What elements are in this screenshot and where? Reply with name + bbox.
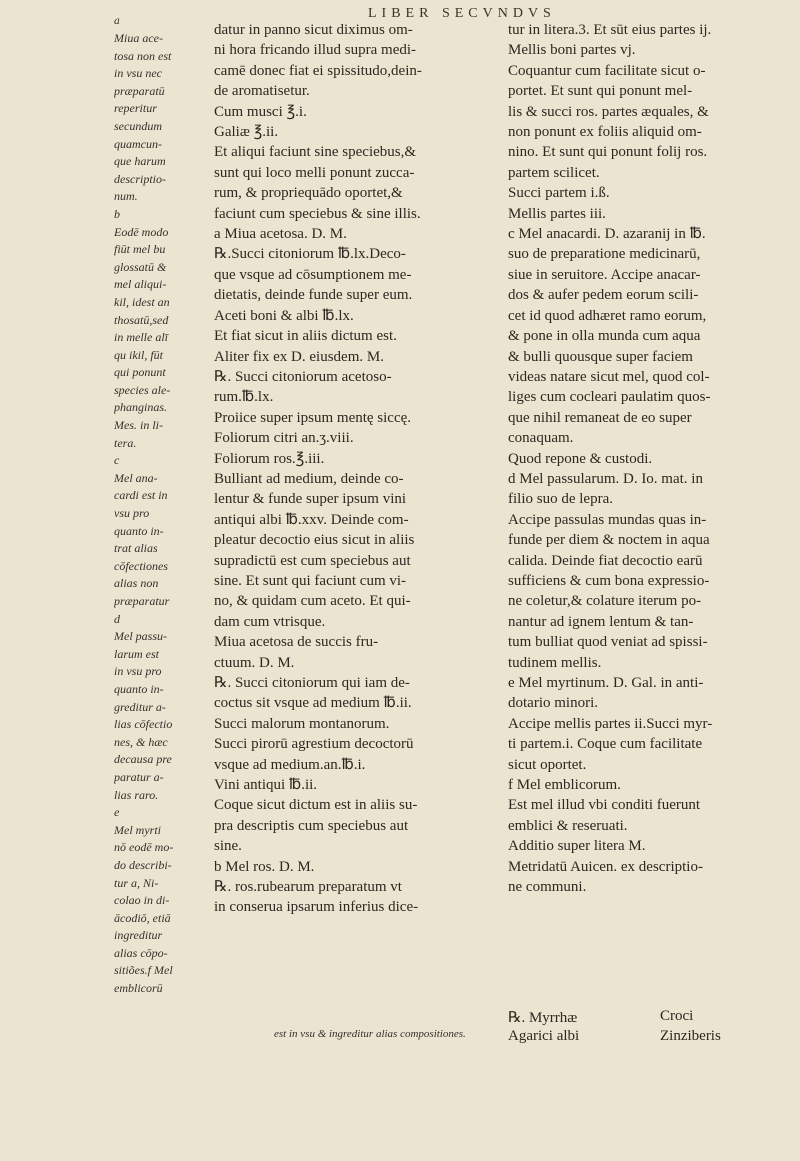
text-line: siue in seruitore. Accipe anacar-	[508, 266, 701, 283]
text-line: liges cum cocleari paulatim quos-	[508, 389, 711, 406]
margin-note-line: thosatū,sed	[114, 312, 169, 327]
text-line: ni hora fricando illud supra medi-	[214, 42, 417, 59]
margin-note-line: do describi-	[114, 857, 172, 872]
text-line: non ponunt ex foliis aliquid om-	[508, 124, 702, 141]
text-line: tur in litera.3. Et sūt eius partes ij.	[508, 22, 712, 38]
text-line: vsque ad medium.an.℔.i.	[214, 756, 366, 773]
text-line: funde per diem & noctem in aqua	[508, 532, 710, 549]
text-line: rum.℔.lx.	[214, 389, 274, 406]
text-line: Succi malorum montanorum.	[214, 715, 390, 732]
text-line: sufficiens & cum bona expressio-	[508, 572, 710, 589]
text-line: c Mel anacardi. D. azaranij in ℔.	[508, 226, 706, 243]
margin-note-line: præparatur	[114, 594, 170, 608]
text-line: tudinem mellis.	[508, 654, 602, 671]
text-line: & bulli quousque super faciem	[508, 348, 693, 365]
text-line: emblici & reseruati.	[508, 817, 628, 834]
text-line: Cum musci ℥.i.	[214, 103, 307, 120]
margin-note-line: secundum	[114, 118, 162, 133]
ingredient-left: ℞. Myrrhæ	[508, 1010, 578, 1026]
text-line: pra descriptis cum speciebus aut	[214, 817, 409, 834]
margin-note-line: ingreditur	[114, 928, 163, 943]
text-line: ℞. Succi citoniorum acetoso-	[214, 368, 392, 385]
margin-note-line: trat alias	[114, 541, 158, 556]
text-line: dos & aufer pedem eorum scili-	[508, 287, 699, 304]
margin-note-line: d	[114, 611, 120, 626]
text-line: Aliter fix ex D. eiusdem. M.	[214, 348, 384, 365]
margin-note-line: præparatū	[114, 83, 165, 98]
text-line: Foliorum ros.℥.iii.	[214, 450, 325, 467]
text-line: que vsque ad cōsumptionem me-	[214, 266, 412, 283]
text-line: Est mel illud vbi conditi fuerunt	[508, 797, 701, 814]
margin-note-line: Mel myrti	[114, 822, 161, 837]
margin-note-line: phanginas.	[114, 400, 168, 415]
text-line: Foliorum citri an.ʒ.viii.	[214, 430, 354, 447]
text-line: supradictū est cum speciebus aut	[214, 552, 411, 569]
margin-note-line: kil, idest an	[114, 294, 170, 309]
margin-note-line: cōfectiones	[114, 558, 168, 573]
margin-note-line: glossatū &	[114, 259, 167, 274]
text-line: camē donec fiat ei spissitudo,dein-	[214, 62, 422, 79]
text-line: e Mel myrtinum. D. Gal. in anti-	[508, 675, 704, 691]
margin-note-line: e	[114, 805, 120, 820]
margin-note-line: num.	[114, 189, 138, 204]
margin-note-line: larum est	[114, 646, 159, 661]
margin-note-line: quanto in-	[114, 523, 164, 538]
text-line: coctus sit vsque ad medium ℔.ii.	[214, 695, 412, 712]
text-line: Accipe passulas mundas quas in-	[508, 511, 707, 528]
margin-note-line: in melle alī	[114, 330, 168, 345]
margin-note-line: quanto in-	[114, 681, 164, 696]
margin-note-line: nō eodē mo-	[114, 840, 174, 855]
text-line: Mellis partes iii.	[508, 205, 606, 222]
text-line: f Mel emblicorum.	[508, 777, 621, 794]
text-line: partem scilicet.	[508, 164, 600, 181]
text-line: cet id quod adhæret ramo eorum,	[508, 307, 707, 324]
ingredient-left: Agarici albi	[508, 1028, 580, 1044]
text-line: Coque sicut dictum est in aliis su-	[214, 797, 418, 814]
text-line: Proiice super ipsum mentę siccę.	[214, 409, 412, 426]
text-line: pleatur decoctio eius sicut in aliis	[214, 532, 415, 549]
text-line: videas natare sicut mel, quod col-	[508, 368, 710, 385]
text-line: d Mel passularum. D. Io. mat. in	[508, 470, 703, 487]
margin-note-line: nes, & hæc	[114, 734, 168, 749]
text-line: ti partem.i. Coque cum facilitate	[508, 736, 703, 753]
text-line: datur in panno sicut diximus om-	[214, 22, 413, 38]
text-line: faciunt cum speciebus & sine illis.	[214, 205, 421, 222]
margin-note-line: qui ponunt	[114, 365, 166, 380]
text-line: Bulliant ad medium, deinde co-	[214, 470, 404, 487]
text-line: Succi pirorū agrestium decoctorū	[214, 736, 414, 753]
margin-note-line: in vsu pro	[114, 664, 162, 679]
text-line: ne communi.	[508, 879, 587, 896]
text-line: de aromatisetur.	[214, 83, 310, 100]
text-line: sine.	[214, 838, 242, 855]
margin-note-line: lias cōfectio	[114, 717, 173, 732]
margin-note-line: in vsu nec	[114, 66, 162, 81]
margin-note-line: c	[114, 453, 120, 468]
margin-note-line: emblicorū	[114, 981, 163, 996]
text-line: nino. Et sunt qui ponunt folij ros.	[508, 144, 708, 161]
text-line: nantur ad ignem lentum & tan-	[508, 613, 694, 630]
margin-note-line: decausa pre	[114, 752, 172, 767]
margin-note-line: quamcun-	[114, 136, 162, 151]
text-line: Galiæ ℥.ii.	[214, 124, 279, 141]
text-line: dietatis, deinde funde super eum.	[214, 287, 413, 304]
margin-note-line: reperitur	[114, 101, 157, 116]
text-line: a Miua acetosa. D. M.	[214, 226, 347, 243]
margin-note-line: tosa non est	[114, 48, 172, 63]
text-line: que nihil remaneat de eo super	[508, 409, 692, 426]
margin-note-line: sitiões.f Mel	[114, 963, 173, 978]
text-line: calida. Deinde fiat decoctio earū	[508, 552, 703, 569]
text-line: suo de preparatione medicinarū,	[508, 246, 701, 263]
margin-note-line: Eodē modo	[114, 224, 169, 239]
right-text-column	[508, 20, 790, 897]
margin-note-line: colao in di-	[114, 893, 170, 908]
margin-note-line: descriptio-	[114, 171, 166, 186]
margin-note-line: Mes. in li-	[114, 418, 163, 433]
margin-note-line: Mel passu-	[114, 629, 167, 644]
margin-note-line: que harum	[114, 154, 166, 169]
text-line: sine. Et sunt qui faciunt cum vi-	[214, 572, 407, 589]
running-head: LIBER SECVNDVS	[368, 6, 556, 21]
text-line: dotario minori.	[508, 695, 598, 712]
text-line: lis & succi ros. partes æquales, &	[508, 103, 709, 120]
text-line: portet. Et sunt qui ponunt mel-	[508, 83, 693, 100]
text-line: Aceti boni & albi ℔.lx.	[214, 307, 354, 324]
text-line: Et aliqui faciunt sine speciebus,&	[214, 144, 417, 161]
text-line: sunt qui loco melli ponunt zucca-	[214, 164, 415, 181]
text-line: Miua acetosa de succis fru-	[214, 634, 379, 651]
margin-note-line: Mel ana-	[114, 470, 158, 485]
text-line: ℞. Succi citoniorum qui iam de-	[214, 675, 410, 691]
text-line: ℞.Succi citoniorum ℔.lx.Deco-	[214, 246, 406, 263]
ingredient-right: Croci	[660, 1008, 694, 1024]
margin-note-line: greditur a-	[114, 699, 166, 714]
text-line: Vini antiqui ℔.ii.	[214, 777, 318, 794]
margin-note-line: mel aliqui-	[114, 277, 167, 292]
margin-note-line: b	[114, 206, 120, 221]
margin-mark: a	[114, 16, 120, 27]
margin-note-line: Miua ace-	[114, 31, 163, 45]
text-line: conaquam.	[508, 430, 574, 447]
margin-note-line: fiūt mel bu	[114, 242, 166, 257]
margin-note-line: cardi est in	[114, 488, 168, 503]
text-line: & pone in olla munda cum aqua	[508, 328, 701, 345]
margin-note-line: paratur a-	[114, 769, 164, 784]
text-line: rum, & propriequādo oportet,&	[214, 185, 403, 202]
margin-note-line: alias cōpo-	[114, 945, 168, 960]
margin-note-line: vsu pro	[114, 506, 150, 521]
ingredient-right: Zinziberis	[660, 1028, 721, 1044]
text-line: filio suo de lepra.	[508, 491, 613, 508]
text-line: in conserua ipsarum inferius dice-	[214, 899, 419, 916]
margin-note-line: lias raro.	[114, 787, 159, 802]
text-line: ne coletur,& colature iterum po-	[508, 593, 702, 610]
text-line: ctuum. D. M.	[214, 654, 295, 671]
text-line: Et fiat sicut in aliis dictum est.	[214, 328, 397, 345]
text-line: no, & quidam cum aceto. Et qui-	[214, 593, 411, 610]
margin-note-line: tera.	[114, 435, 137, 450]
margin-note-line: tur a, Ni-	[114, 875, 159, 890]
text-line: Coquantur cum facilitate sicut o-	[508, 62, 706, 79]
text-line: Mellis boni partes vj.	[508, 42, 636, 59]
text-line: sicut oportet.	[508, 756, 587, 773]
text-line: lentur & funde super ipsum vini	[214, 491, 407, 508]
main-text-column	[214, 20, 488, 918]
text-line: ℞. ros.rubearum preparatum vt	[214, 879, 402, 896]
margin-note-line: ācodiō, etiā	[114, 910, 171, 925]
text-line: Accipe mellis partes ii.Succi myr-	[508, 715, 713, 732]
text-line: dam cum vtrisque.	[214, 613, 326, 630]
text-line: Additio super litera M.	[508, 838, 646, 855]
margin-note-line: species ale-	[114, 382, 171, 397]
margin-notes	[114, 30, 210, 998]
margin-note-line: qu ikil, fūt	[114, 347, 163, 362]
text-line: b Mel ros. D. M.	[214, 858, 315, 875]
text-line: antiqui albi ℔.xxv. Deinde com-	[214, 511, 409, 528]
text-line: tum bulliat quod veniat ad spissi-	[508, 634, 708, 651]
margin-note-line: alias non	[114, 576, 159, 591]
text-line: Succi partem i.ß.	[508, 185, 610, 202]
footnote: est in vsu & ingreditur alias compositiones.	[274, 1028, 466, 1040]
text-line: Quod repone & custodi.	[508, 450, 653, 467]
text-line: Metridatū Auicen. ex descriptio-	[508, 858, 703, 875]
